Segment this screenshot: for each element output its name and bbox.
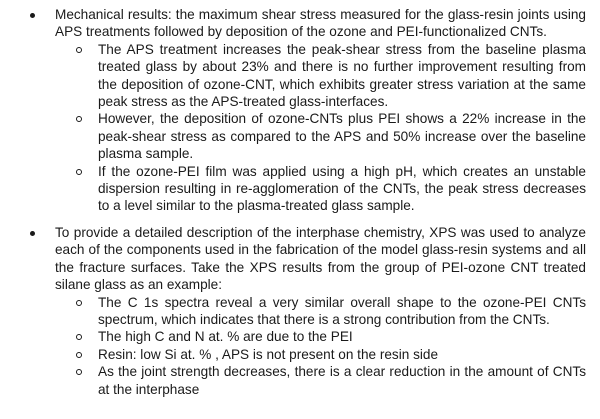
bullet-text: To provide a detailed description of the interphase chemistry, XPS was used to analyze each of the components used in the fabrication of the model glass-resin systems and all the fracture surfaces. Take the XPS results from the group of PEI-ozone CNT treated silane glass as an example: <box>55 224 586 293</box>
sub-bullet-item <box>0 163 600 215</box>
hollow-circle-icon <box>76 47 82 53</box>
hollow-circle-icon <box>76 334 82 340</box>
sub-bullet-item <box>0 110 600 162</box>
document-body <box>0 6 600 398</box>
sub-bullet-text: Resin: low Si at. % , APS is not present on the resin side <box>98 346 439 362</box>
bullet-dot-icon <box>30 231 35 236</box>
bullet-dot-icon <box>30 13 35 18</box>
sub-bullet-item <box>0 346 600 363</box>
sub-bullet-text: The C 1s spectra reveal a very similar overall shape to the ozone-PEI CNTs spectrum, which indicates that there is a strong contribution from the CNTs. <box>98 294 586 327</box>
hollow-circle-icon <box>76 169 82 175</box>
section-spacer <box>0 215 600 224</box>
hollow-circle-icon <box>76 369 82 375</box>
sub-bullet-text: If the ozone-PEI film was applied using a high pH, which creates an unstable dispersion resulting in re-agglomeration of the CNTs, the peak stress decreases to a level similar to the plasma-treated glass sample. <box>98 163 586 214</box>
sub-bullet-item <box>0 41 600 111</box>
sub-bullet-item <box>0 294 600 329</box>
sub-bullet-text: As the joint strength decreases, there is a clear reduction in the amount of CNTs at the interphase <box>98 364 586 397</box>
sub-bullet-text: The high C and N at. % are due to the PEI <box>98 329 353 345</box>
bullet-item-xps-analysis <box>0 224 600 294</box>
hollow-circle-icon <box>76 352 82 358</box>
bullet-text: Mechanical results: the maximum shear stress measured for the glass-resin joints using APS treatments followed by deposition of the ozone and PEI-functionalized CNTs. <box>55 7 586 40</box>
sub-bullet-text: However, the deposition of ozone-CNTs plus PEI shows a 22% increase in the peak-shear stress as compared to the APS and 50% increase over the baseline plasma sample. <box>98 111 586 162</box>
bullet-item-mechanical-results <box>0 6 600 41</box>
hollow-circle-icon <box>76 116 82 122</box>
sub-bullet-item <box>0 328 600 345</box>
hollow-circle-icon <box>76 300 82 306</box>
sub-bullet-text: The APS treatment increases the peak-shear stress from the baseline plasma treated glass by about 23% and there is no further improvement resulting from the deposition of ozone-CNT, which exhibits greater stress variation at the same peak stress as the APS-treated glass-interfaces. <box>98 41 586 110</box>
sub-bullet-item <box>0 363 600 398</box>
